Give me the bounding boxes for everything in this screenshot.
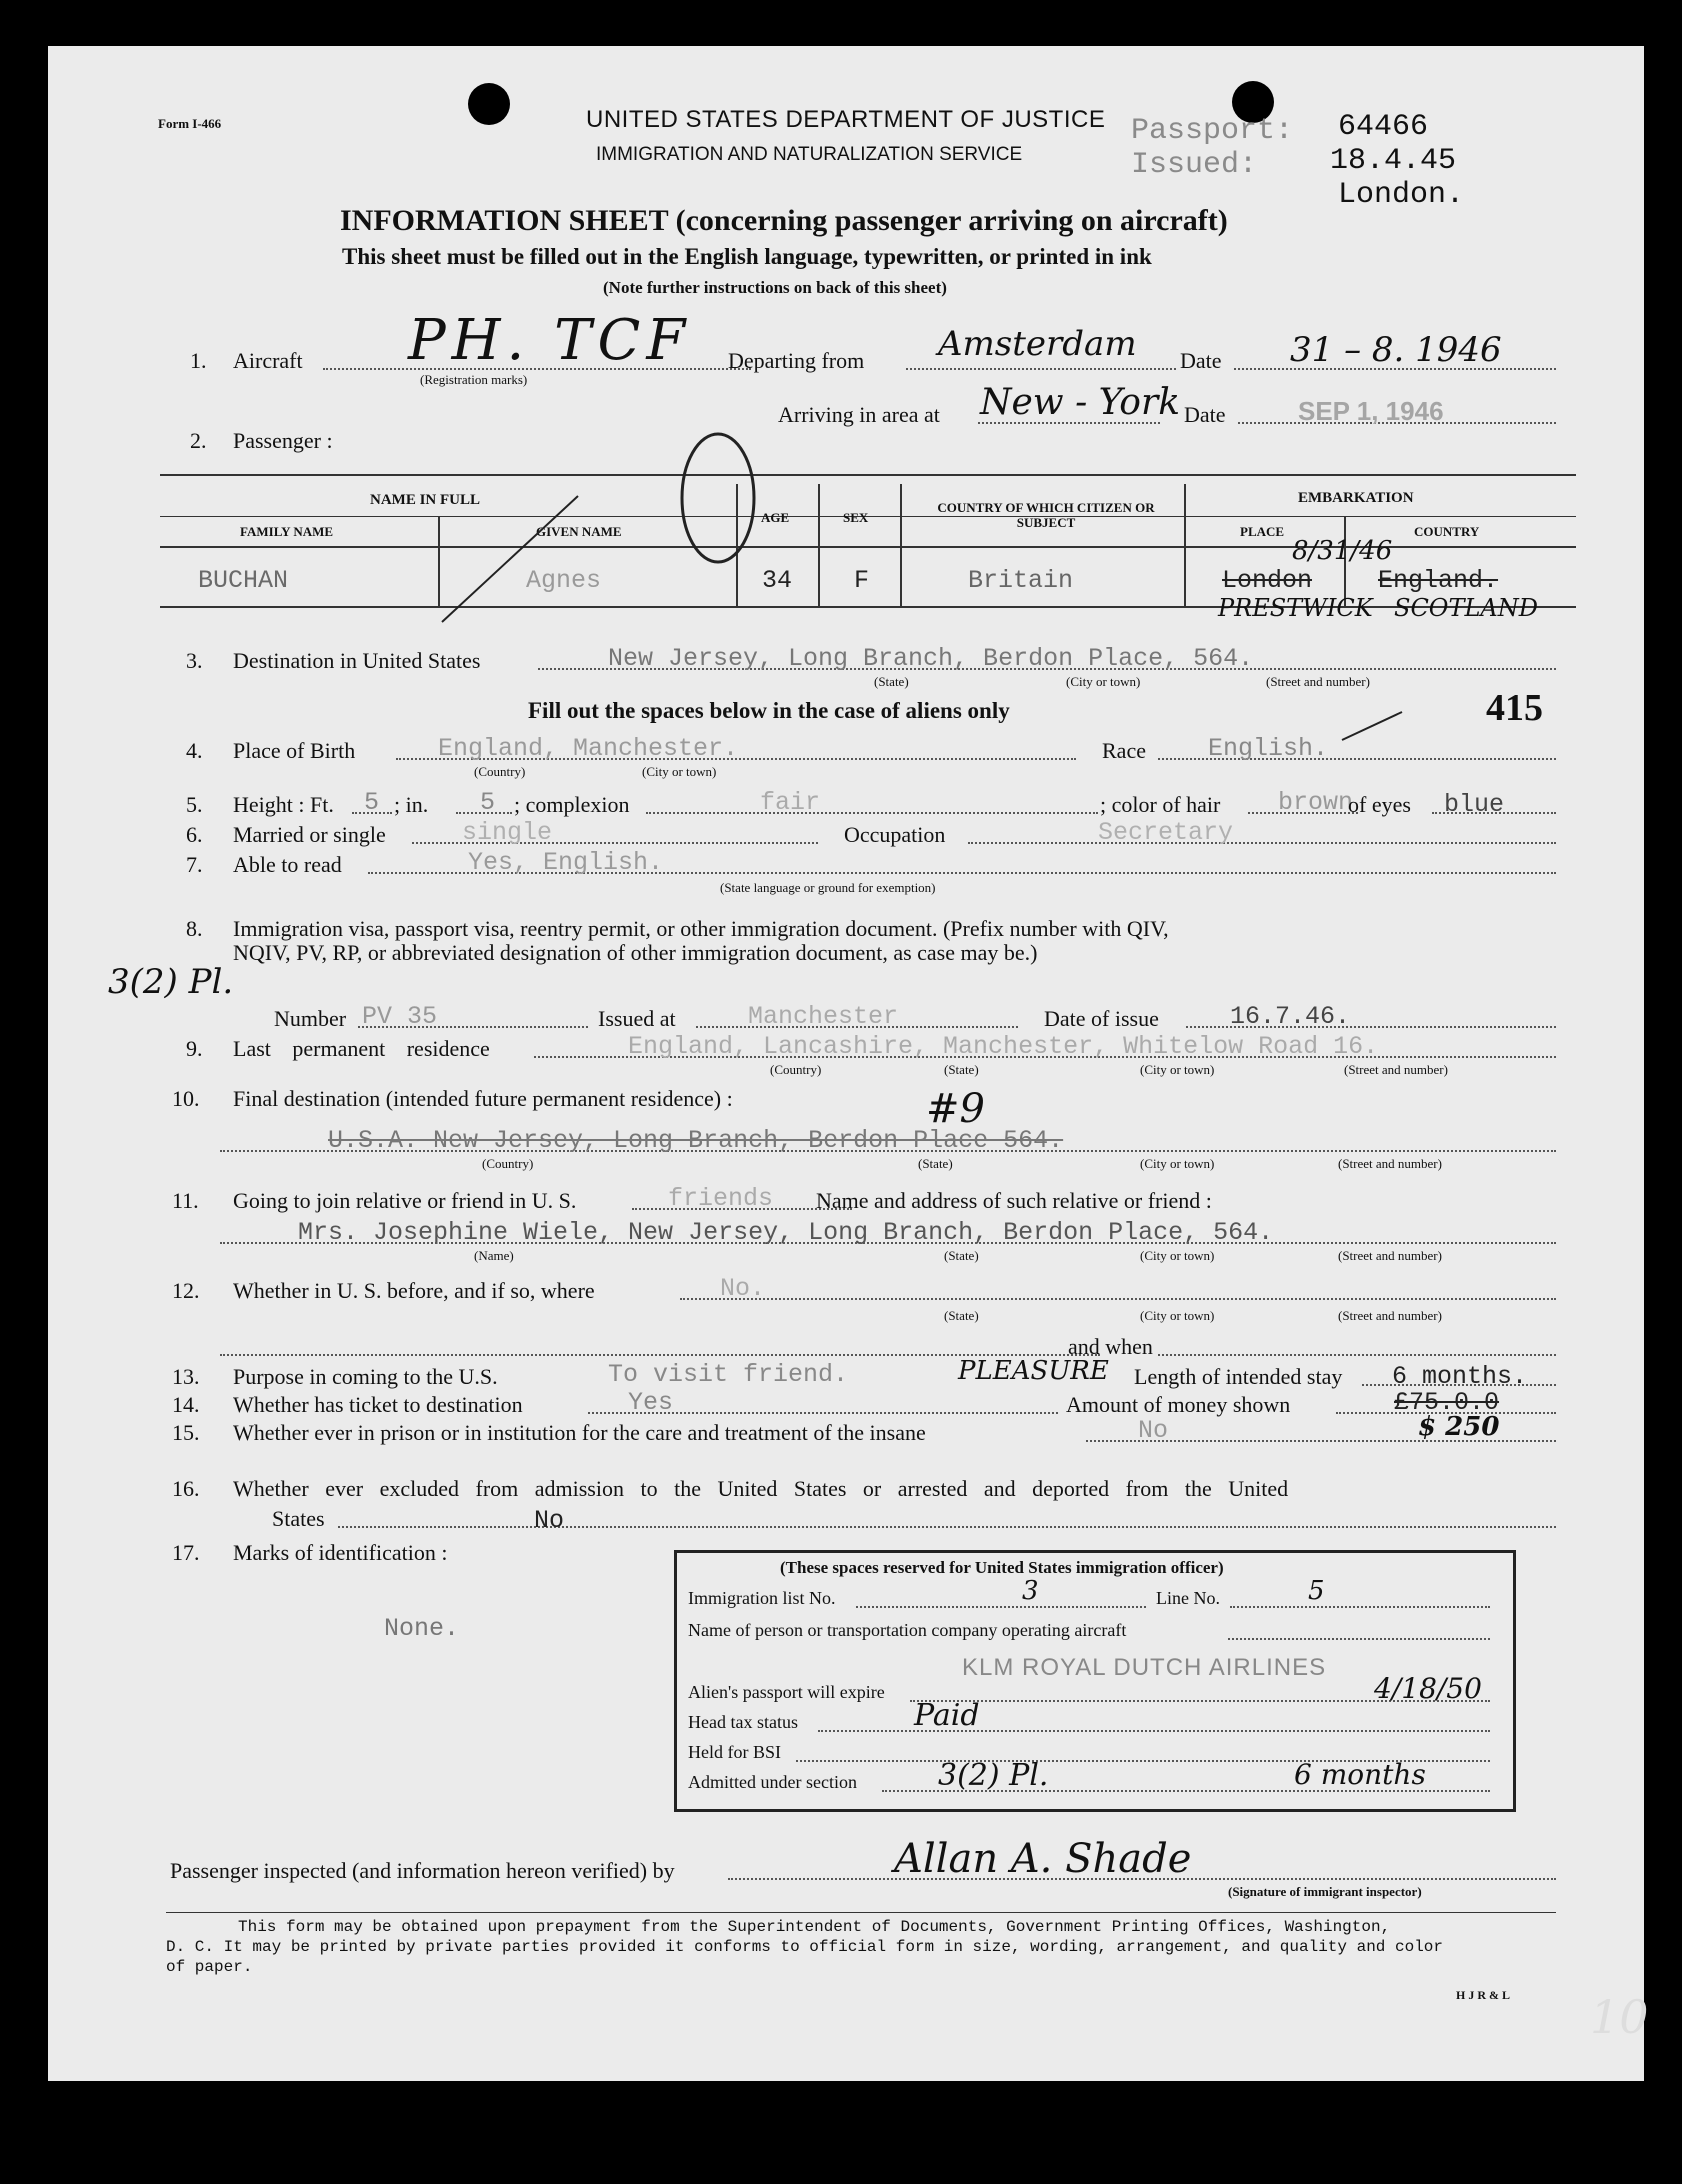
- destination-label: Destination in United States: [233, 648, 481, 673]
- visa-label-continued: NQIV, PV, RP, or abbreviated designation of other immigration document, as case may be.): [233, 940, 1038, 965]
- embarkation-header: EMBARKATION: [1298, 490, 1414, 506]
- passport-issued-date: 18.4.45: [1330, 144, 1457, 178]
- purpose-value: To visit friend.: [608, 1360, 849, 1389]
- state-caption: (State): [918, 1156, 953, 1171]
- place-header: PLACE: [1240, 524, 1285, 539]
- admitted-label: Admitted under section: [688, 1772, 857, 1792]
- passport-expire-label: Alien's passport will expire: [688, 1682, 885, 1702]
- line-number-label: Line No.: [1156, 1588, 1220, 1608]
- age-header: AGE: [761, 510, 790, 525]
- destination-value: New Jersey, Long Branch, Berdon Place, 564.: [608, 644, 1254, 673]
- admitted-section-value: 3(2) Pl.: [938, 1758, 1049, 1793]
- state-caption: (State): [944, 1308, 979, 1323]
- join-name-label: Name and address of such relative or friend :: [816, 1188, 1212, 1213]
- departure-date: 31 – 8. 1946: [1290, 330, 1502, 370]
- visa-number-label: Number: [274, 1006, 347, 1031]
- printer-mark: H J R & L: [1456, 1988, 1510, 2002]
- occupation-value: Secretary: [1098, 818, 1234, 847]
- list-number-value: 3: [1022, 1576, 1039, 1606]
- race-label: Race: [1102, 738, 1146, 763]
- embark-country-value: England.: [1378, 566, 1499, 595]
- item-number: 8.: [186, 916, 203, 941]
- height-feet-value: 5: [364, 788, 380, 817]
- visa-number-value: PV 35: [362, 1002, 438, 1031]
- handwritten-dash: [1338, 706, 1408, 746]
- passport-issued-place: London.: [1338, 178, 1465, 212]
- date-of-issue-label: Date of issue: [1044, 1006, 1159, 1031]
- married-label: Married or single: [233, 822, 386, 847]
- sex-header: SEX: [843, 510, 869, 525]
- handwritten-check-mark: [428, 426, 808, 636]
- signature-caption: (Signature of immigrant inspector): [1228, 1884, 1422, 1899]
- given-name-header: GIVEN NAME: [536, 524, 622, 539]
- final-destination-label: Final destination (intended future permanent residence) :: [233, 1086, 733, 1111]
- street-caption: (Street and number): [1266, 674, 1370, 689]
- purpose-label: Purpose in coming to the U.S.: [233, 1364, 498, 1389]
- embark-handwritten-date: 8/31/46: [1292, 536, 1393, 566]
- issued-at-value: Manchester: [748, 1002, 899, 1031]
- final-destination-hand-note: #9: [926, 1086, 985, 1132]
- punch-hole: [468, 83, 510, 125]
- passport-number: 64466: [1338, 110, 1429, 144]
- complexion-label: ; complexion: [514, 792, 630, 817]
- department-title: UNITED STATES DEPARTMENT OF JUSTICE: [586, 106, 1106, 133]
- embark-handwritten-place: PRESTWICK: [1218, 594, 1373, 622]
- line-number-value: 5: [1308, 1576, 1325, 1606]
- footer-note-line2: D. C. It may be printed by private parties provided it conforms to official form in size, wording, arrangement, and quality and color: [166, 1938, 1444, 1956]
- money-value: £75.0.0: [1394, 1388, 1500, 1417]
- marks-value: None.: [384, 1614, 460, 1643]
- operator-value: KLM ROYAL DUTCH AIRLINES: [962, 1654, 1327, 1681]
- city-caption: (City or town): [642, 764, 717, 779]
- ticket-label: Whether has ticket to destination: [233, 1392, 523, 1417]
- item-number: 6.: [186, 822, 203, 847]
- country-caption: (Country): [770, 1062, 822, 1077]
- prison-value: No: [1138, 1416, 1169, 1445]
- inspected-by-label: Passenger inspected (and information hereon verified) by: [170, 1858, 675, 1883]
- form-note: (Note further instructions on back of this sheet): [603, 278, 947, 297]
- join-label: Going to join relative or friend in U. S.: [233, 1188, 577, 1213]
- item-number: 15.: [172, 1420, 200, 1445]
- family-name-value: BUCHAN: [198, 566, 289, 595]
- aircraft-label: Aircraft: [233, 348, 303, 373]
- join-value: friends: [668, 1184, 774, 1213]
- eyes-value: blue: [1444, 790, 1505, 819]
- citizen-value: Britain: [968, 566, 1074, 595]
- eyes-label: of eyes: [1348, 792, 1411, 817]
- state-caption: (State): [944, 1248, 979, 1263]
- street-caption: (Street and number): [1338, 1308, 1442, 1323]
- item-number: 11.: [172, 1188, 199, 1213]
- form-number: Form I-466: [158, 116, 222, 131]
- marks-label: Marks of identification :: [233, 1540, 448, 1565]
- country-header: COUNTRY: [1414, 524, 1480, 539]
- excluded-value: No: [534, 1506, 565, 1535]
- excluded-label-continued: States: [272, 1506, 325, 1531]
- item-number: 14.: [172, 1392, 200, 1417]
- item-number: 3.: [186, 648, 203, 673]
- money-label: Amount of money shown: [1066, 1392, 1291, 1417]
- issued-label: Issued:: [1131, 148, 1258, 182]
- stay-value: 6 months.: [1392, 1362, 1528, 1391]
- age-value: 34: [762, 566, 793, 595]
- street-caption: (Street and number): [1338, 1156, 1442, 1171]
- ticket-value: Yes: [628, 1388, 674, 1417]
- height-inches-value: 5: [480, 788, 496, 817]
- before-label: Whether in U. S. before, and if so, where: [233, 1278, 595, 1303]
- excluded-label: Whether ever excluded from admission to the United States or arrested and deported from the United: [233, 1476, 1289, 1501]
- stay-label: Length of intended stay: [1134, 1364, 1343, 1389]
- item-number: 1.: [190, 348, 207, 373]
- citizenship-header: COUNTRY OF WHICH CITIZEN OR SUBJECT: [937, 500, 1155, 530]
- footer-note: This form may be obtained upon prepayment from the Superintendent of Documents, Government Printing Offices, Washington,: [238, 1918, 1391, 1936]
- given-name-value: Agnes: [526, 566, 602, 595]
- hair-value: brown: [1278, 788, 1354, 817]
- country-caption: (Country): [474, 764, 526, 779]
- birth-value: England, Manchester.: [438, 734, 739, 763]
- form-instruction: This sheet must be filled out in the English language, typewritten, or printed in ink: [342, 244, 1152, 269]
- last-residence-value: England, Lancashire, Manchester, Whitelow Road 16.: [628, 1032, 1379, 1061]
- head-tax-label: Head tax status: [688, 1712, 798, 1732]
- passport-expire-value: 4/18/50: [1374, 1672, 1482, 1705]
- departing-value: Amsterdam: [938, 324, 1137, 364]
- form-sheet: [48, 46, 1644, 2081]
- arriving-value: New - York: [980, 382, 1181, 423]
- operator-label: Name of person or transportation company operating aircraft: [688, 1620, 1127, 1640]
- city-caption: (City or town): [1140, 1248, 1215, 1263]
- name-caption: (Name): [474, 1248, 514, 1263]
- item-number: 16.: [172, 1476, 200, 1501]
- embark-place-value: London: [1222, 566, 1313, 595]
- inches-label: ; in.: [394, 792, 429, 817]
- occupation-label: Occupation: [844, 822, 946, 847]
- hair-label: ; color of hair: [1100, 792, 1221, 817]
- arriving-label: Arriving in area at: [778, 402, 940, 427]
- visa-label: Immigration visa, passport visa, reentry permit, or other immigration document. (Prefix number with QIV,: [233, 916, 1169, 941]
- arrival-date-label: Date: [1184, 402, 1226, 427]
- final-destination-value: U.S.A. New Jersey, Long Branch, Berdon Place 564.: [328, 1126, 1064, 1155]
- form-title-main: INFORMATION SHEET: [340, 204, 669, 237]
- bsi-label: Held for BSI: [688, 1742, 781, 1762]
- height-label: Height : Ft.: [233, 792, 334, 817]
- item-number: 2.: [190, 428, 207, 453]
- city-caption: (City or town): [1140, 1308, 1215, 1323]
- city-caption: (City or town): [1066, 674, 1141, 689]
- item-number: 10.: [172, 1086, 200, 1111]
- passenger-label: Passenger :: [233, 428, 333, 453]
- before-value: No.: [720, 1274, 766, 1303]
- inspector-signature: Allan A. Shade: [894, 1836, 1192, 1882]
- race-value: English.: [1208, 734, 1329, 763]
- country-caption: (Country): [482, 1156, 534, 1171]
- item-number: 5.: [186, 792, 203, 817]
- money-hand-note: $ 250: [1418, 1412, 1500, 1442]
- margin-note: 3(2) Pl.: [108, 962, 234, 1002]
- aircraft-registration: PH. TCF: [408, 308, 692, 373]
- registration-caption: (Registration marks): [420, 372, 528, 387]
- date-label: Date: [1180, 348, 1222, 373]
- footer-note-line3: of paper.: [166, 1958, 253, 1976]
- read-value: Yes, English.: [468, 848, 664, 877]
- name-in-full-header: NAME IN FULL: [370, 492, 481, 508]
- join-address-value: Mrs. Josephine Wiele, New Jersey, Long Branch, Berdon Place, 564.: [298, 1218, 1274, 1247]
- item-number: 4.: [186, 738, 203, 763]
- state-caption: (State): [874, 674, 909, 689]
- last-residence-label: Last permanent residence: [233, 1036, 490, 1061]
- item-number: 17.: [172, 1540, 200, 1565]
- form-title-sub: (concerning passenger arriving on aircraft): [675, 204, 1228, 237]
- arrival-date-stamp: SEP 1, 1946: [1298, 396, 1444, 426]
- service-title: IMMIGRATION AND NATURALIZATION SERVICE: [596, 144, 1023, 165]
- city-caption: (City or town): [1140, 1062, 1215, 1077]
- officer-box-title: (These spaces reserved for United States immigration officer): [780, 1558, 1224, 1577]
- item-number: 12.: [172, 1278, 200, 1303]
- sex-value: F: [854, 566, 870, 595]
- departing-label: Departing from: [728, 348, 865, 373]
- passport-label: Passport:: [1131, 114, 1294, 148]
- head-tax-value: Paid: [914, 1698, 980, 1733]
- street-caption: (Street and number): [1344, 1062, 1448, 1077]
- read-caption: (State language or ground for exemption): [720, 880, 936, 895]
- purpose-hand-note: PLEASURE: [958, 1356, 1109, 1386]
- aliens-heading: Fill out the spaces below in the case of aliens only: [528, 698, 1010, 723]
- read-label: Able to read: [233, 852, 342, 877]
- street-caption: (Street and number): [1338, 1248, 1442, 1263]
- complexion-value: fair: [760, 788, 821, 817]
- city-caption: (City or town): [1140, 1156, 1215, 1171]
- married-value: single: [462, 818, 553, 847]
- state-caption: (State): [944, 1062, 979, 1077]
- embark-handwritten-country: SCOTLAND: [1394, 594, 1538, 622]
- item-number: 7.: [186, 852, 203, 877]
- issued-at-label: Issued at: [598, 1006, 676, 1031]
- list-number-label: Immigration list No.: [688, 1588, 836, 1608]
- page-number: 10: [1590, 1990, 1649, 2044]
- family-name-header: FAMILY NAME: [240, 524, 334, 539]
- item-number: 13.: [172, 1364, 200, 1389]
- stamped-number: 415: [1486, 687, 1543, 729]
- item-number: 9.: [186, 1036, 203, 1061]
- date-of-issue-value: 16.7.46.: [1230, 1002, 1351, 1031]
- birth-label: Place of Birth: [233, 738, 356, 763]
- admitted-period-value: 6 months: [1294, 1758, 1426, 1791]
- prison-label: Whether ever in prison or in institution for the care and treatment of the insane: [233, 1420, 926, 1445]
- form-title: [340, 204, 1228, 238]
- and-when-label: and when: [1068, 1334, 1153, 1359]
